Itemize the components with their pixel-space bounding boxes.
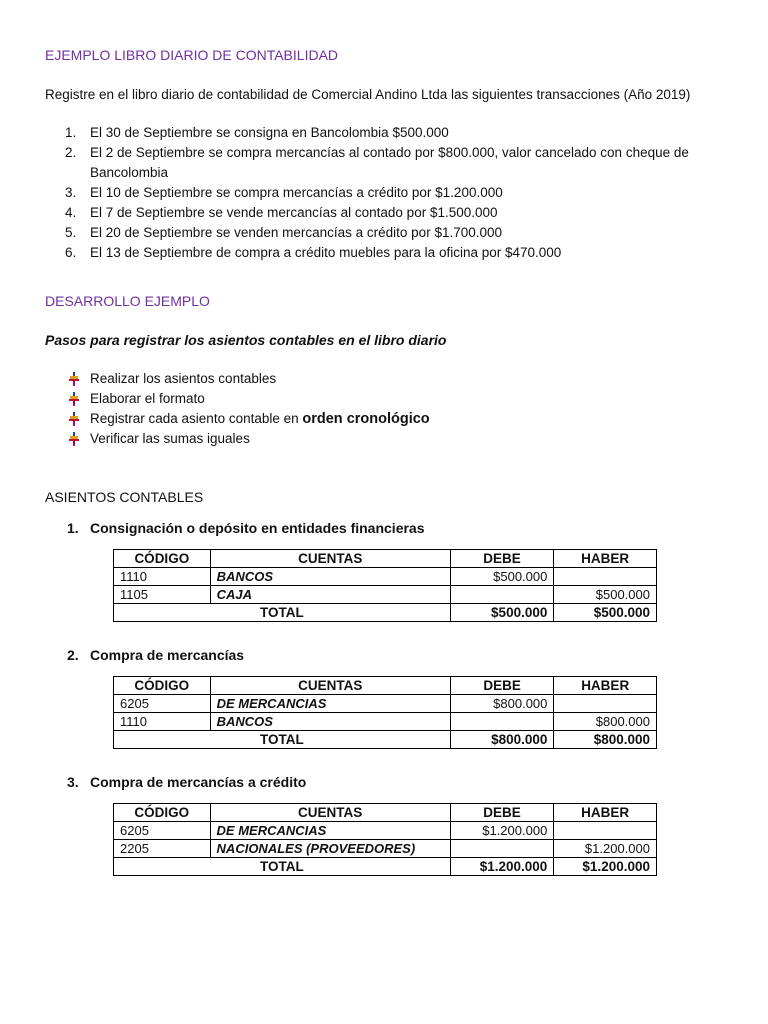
entry-table [113, 803, 657, 876]
list-item [65, 243, 745, 263]
table-total-row [114, 604, 657, 622]
list-number: 6. [65, 245, 77, 260]
list-text: El 13 de Septiembre de compra a crédito muebles para la oficina por $470.000 [90, 245, 562, 260]
col-header-debit: DEBE [450, 804, 554, 822]
total-debit: $800.000 [450, 731, 554, 749]
col-header-accounts: CUENTAS [210, 677, 450, 695]
col-header-debit: DEBE [450, 550, 554, 568]
table-total-row [114, 858, 657, 876]
account-name: CAJA [210, 586, 450, 604]
credit-value [554, 568, 657, 586]
list-item [67, 409, 430, 429]
debit-value: $500.000 [450, 568, 554, 586]
entry-title: 3. Compra de mercancías a crédito [67, 774, 307, 790]
col-header-credit: HABER [554, 804, 657, 822]
account-code: 1105 [114, 586, 211, 604]
list-number: 1. [65, 125, 77, 140]
account-code: 2205 [114, 840, 211, 858]
debit-value: $800.000 [450, 695, 554, 713]
col-header-debit: DEBE [450, 677, 554, 695]
pushpin-bullet-icon [67, 432, 81, 446]
table-total-row [114, 731, 657, 749]
table-row [114, 695, 657, 713]
account-name: DE MERCANCIAS [210, 822, 450, 840]
step-emphasis: orden cronológico [302, 411, 430, 427]
list-text: El 10 de Septiembre se compra mercancías a crédito por $1.200.000 [90, 185, 503, 200]
total-credit: $800.000 [554, 731, 657, 749]
col-header-code: CÓDIGO [114, 804, 211, 822]
pushpin-bullet-icon [67, 372, 81, 386]
list-item [65, 223, 745, 243]
development-heading: DESARROLLO EJEMPLO [45, 293, 210, 309]
pushpin-bullet-icon [67, 412, 81, 426]
credit-value: $1.200.000 [554, 840, 657, 858]
list-item [67, 369, 430, 389]
list-item [65, 143, 745, 183]
account-code: 1110 [114, 713, 211, 731]
entry-title: 1. Consignación o depósito en entidades financieras [67, 520, 425, 536]
list-number: 4. [65, 205, 77, 220]
step-text: Registrar cada asiento contable en [90, 411, 303, 426]
col-header-credit: HABER [554, 677, 657, 695]
entry-table [113, 549, 657, 622]
steps-heading: Pasos para registrar los asientos contables en el libro diario [45, 332, 447, 348]
list-item [67, 389, 430, 409]
list-text: El 7 de Septiembre se vende mercancías al contado por $1.500.000 [90, 205, 498, 220]
transactions-list [65, 123, 745, 263]
table-row [114, 840, 657, 858]
table-row [114, 713, 657, 731]
account-code: 1110 [114, 568, 211, 586]
table-row [114, 822, 657, 840]
table-row [114, 586, 657, 604]
debit-value [450, 840, 554, 858]
credit-value [554, 695, 657, 713]
account-name: NACIONALES (PROVEEDORES) [210, 840, 450, 858]
col-header-accounts: CUENTAS [210, 550, 450, 568]
debit-value [450, 713, 554, 731]
page-title: EJEMPLO LIBRO DIARIO DE CONTABILIDAD [45, 47, 339, 63]
debit-value: $1.200.000 [450, 822, 554, 840]
entry-title: 2. Compra de mercancías [67, 647, 245, 663]
step-text: Verificar las sumas iguales [90, 431, 250, 446]
credit-value [554, 822, 657, 840]
total-debit: $1.200.000 [450, 858, 554, 876]
col-header-accounts: CUENTAS [210, 804, 450, 822]
account-name: DE MERCANCIAS [210, 695, 450, 713]
total-debit: $500.000 [450, 604, 554, 622]
list-text: El 2 de Septiembre se compra mercancías al contado por $800.000, valor cancelado con cheque de Bancolombia [90, 145, 689, 180]
total-label: TOTAL [114, 731, 451, 749]
account-code: 6205 [114, 822, 211, 840]
steps-list [67, 369, 430, 449]
table-header-row [114, 677, 657, 695]
intro-text: Registre en el libro diario de contabilidad de Comercial Andino Ltda las siguientes transacciones (Año 2019) [45, 87, 691, 102]
entry-table [113, 676, 657, 749]
account-code: 6205 [114, 695, 211, 713]
col-header-code: CÓDIGO [114, 677, 211, 695]
entries-heading: ASIENTOS CONTABLES [45, 489, 204, 505]
step-text: Realizar los asientos contables [90, 371, 277, 386]
total-credit: $1.200.000 [554, 858, 657, 876]
list-item [65, 203, 745, 223]
col-header-credit: HABER [554, 550, 657, 568]
credit-value: $800.000 [554, 713, 657, 731]
pushpin-bullet-icon [67, 392, 81, 406]
list-item [65, 183, 745, 203]
debit-value [450, 586, 554, 604]
list-item [67, 429, 430, 449]
list-item [65, 123, 745, 143]
col-header-code: CÓDIGO [114, 550, 211, 568]
total-label: TOTAL [114, 604, 451, 622]
credit-value: $500.000 [554, 586, 657, 604]
list-number: 3. [65, 185, 77, 200]
list-number: 5. [65, 225, 77, 240]
list-text: El 20 de Septiembre se venden mercancías a crédito por $1.700.000 [90, 225, 503, 240]
table-header-row [114, 804, 657, 822]
step-text: Elaborar el formato [90, 391, 205, 406]
total-credit: $500.000 [554, 604, 657, 622]
table-header-row [114, 550, 657, 568]
list-text: El 30 de Septiembre se consigna en Bancolombia $500.000 [90, 125, 449, 140]
account-name: BANCOS [210, 713, 450, 731]
account-name: BANCOS [210, 568, 450, 586]
total-label: TOTAL [114, 858, 451, 876]
list-number: 2. [65, 145, 77, 160]
table-row [114, 568, 657, 586]
